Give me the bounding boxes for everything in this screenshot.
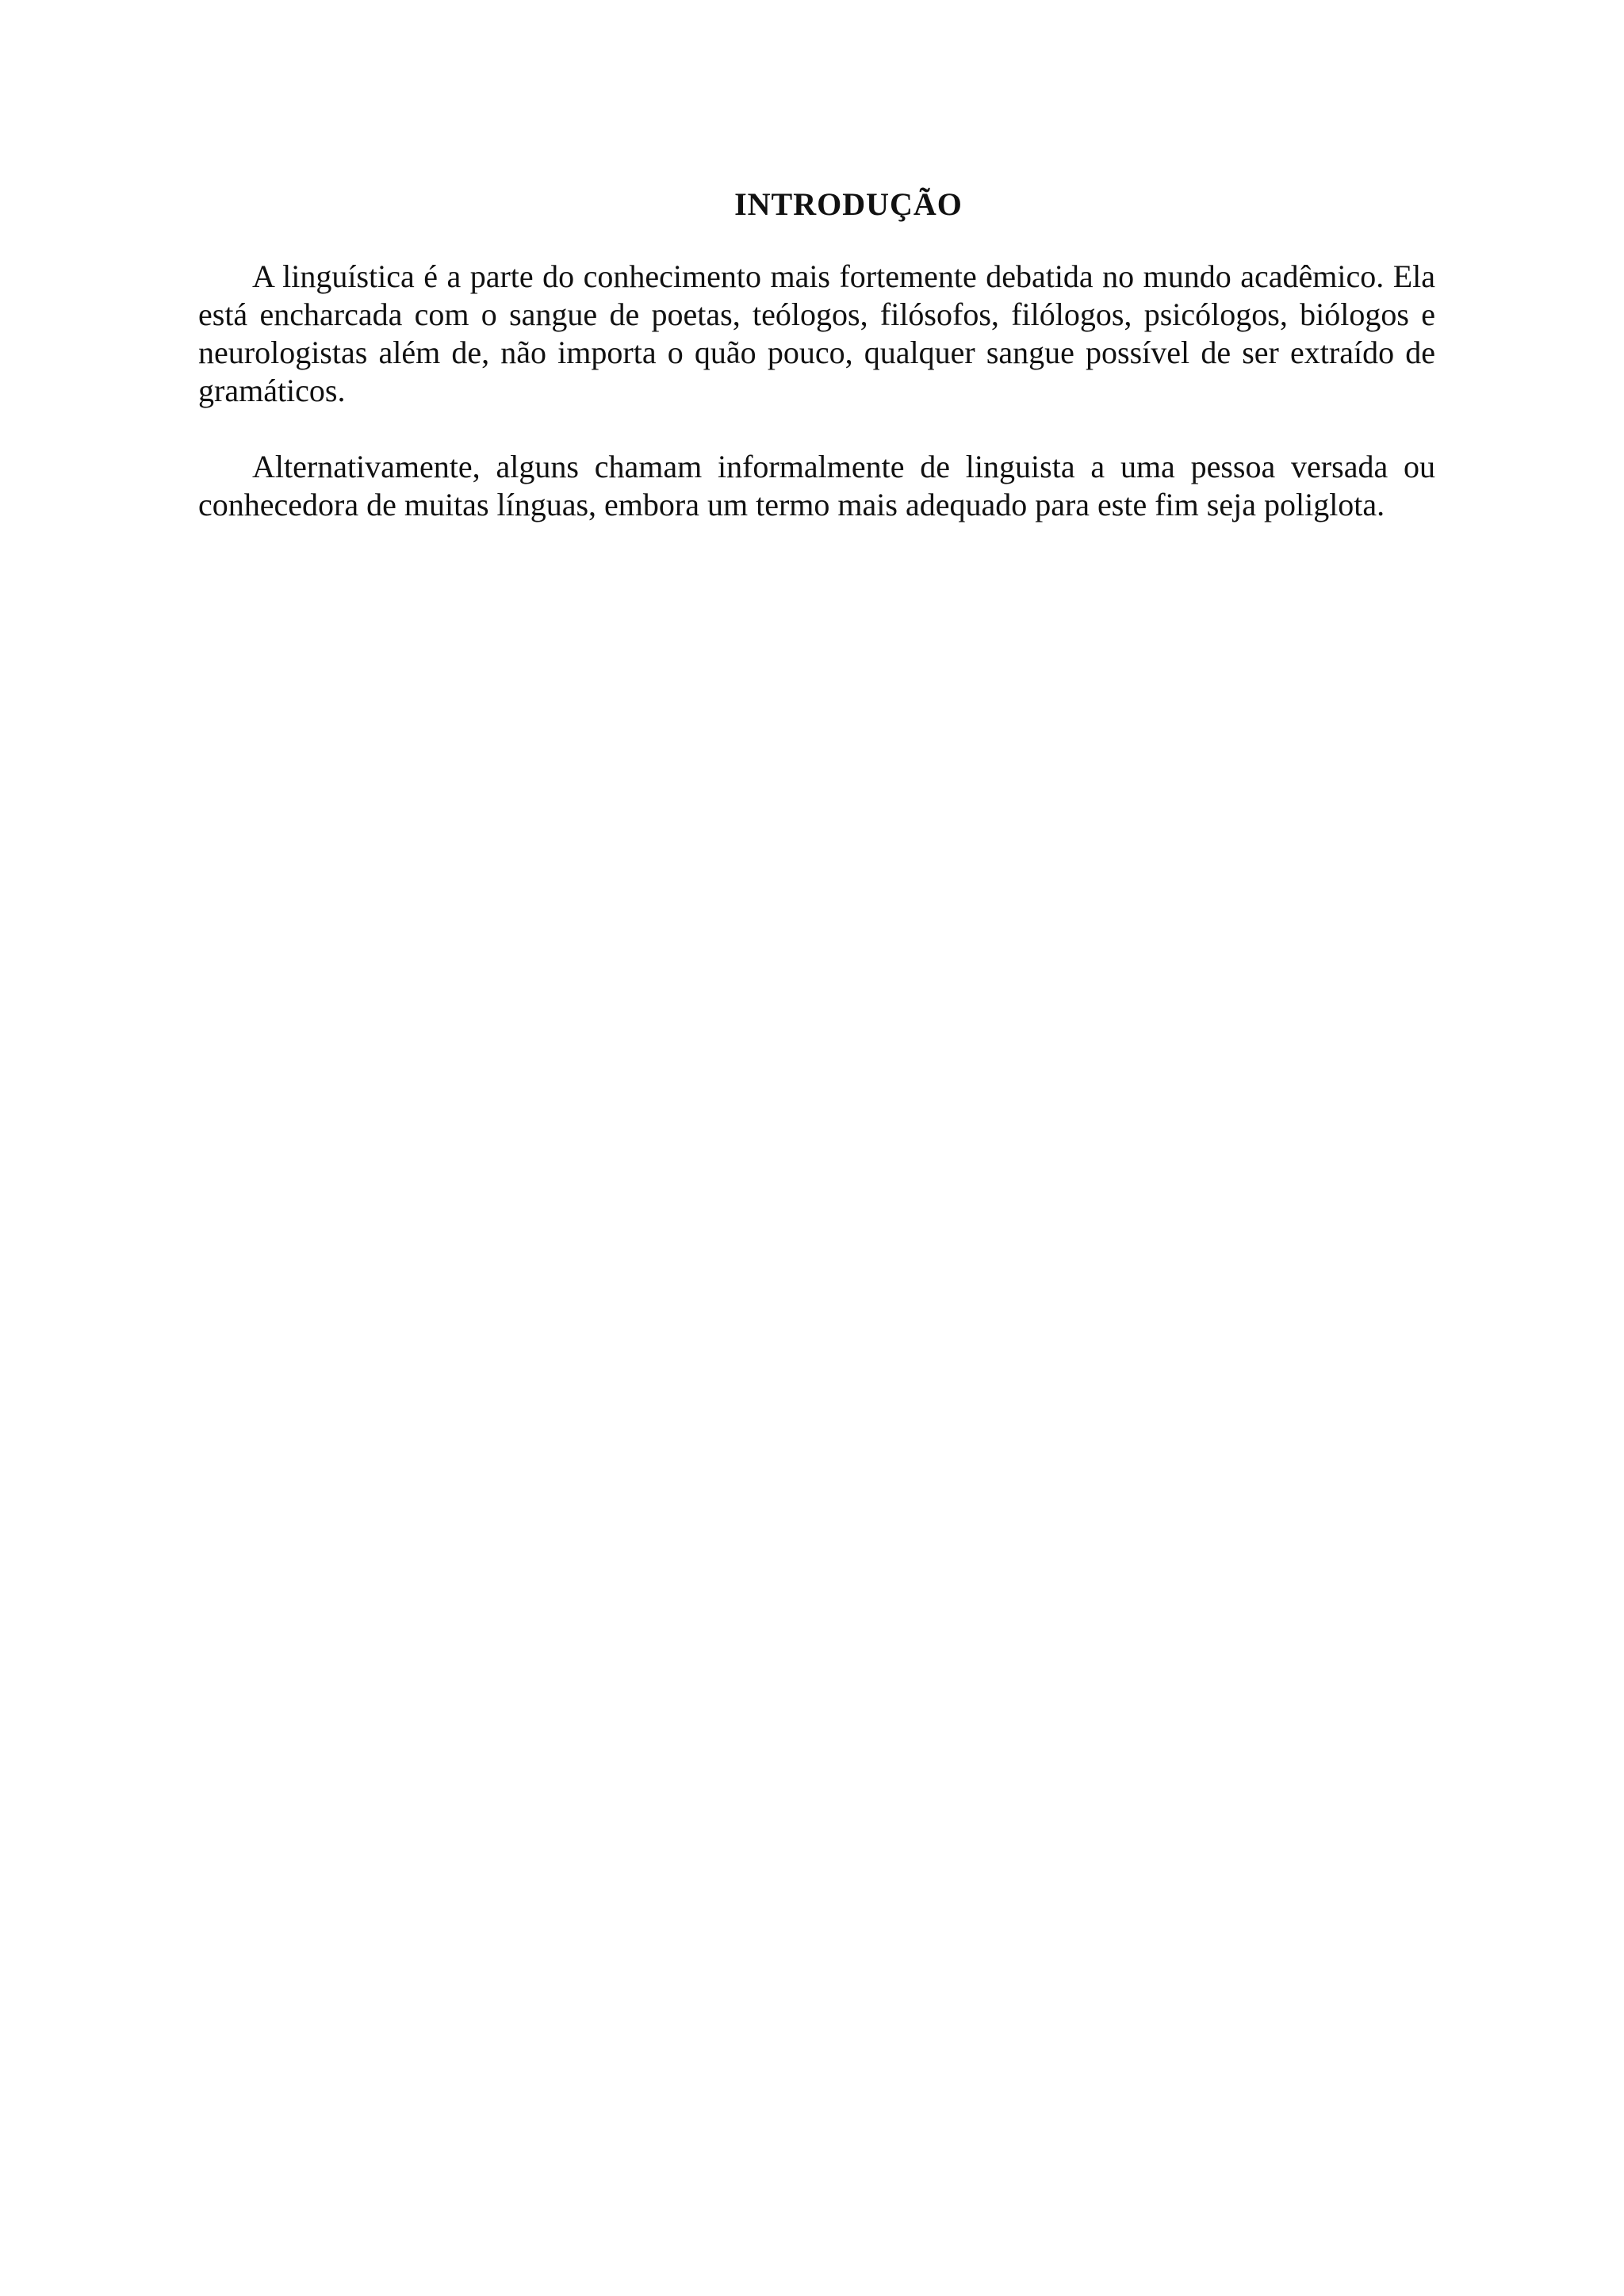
document-body bbox=[198, 186, 1435, 562]
paragraph-1: A linguística é a parte do conhecimento mais fortemente debatida no mundo acadêmico. Ela está encharcada com o sangue de poetas, teólogos, filósofos, filólogos, psicólogos, biólogos e neurologistas além de, não importa o quão pouco, qualquer sangue possível de ser extraído de gramáticos. bbox=[198, 258, 1435, 408]
page-title: INTRODUÇÃO bbox=[734, 186, 963, 222]
paragraph-2: Alternativamente, alguns chamam informalmente de linguista a uma pessoa versada ou conhecedora de muitas línguas, embora um termo mais adequado para este fim seja poliglota. bbox=[198, 449, 1435, 522]
